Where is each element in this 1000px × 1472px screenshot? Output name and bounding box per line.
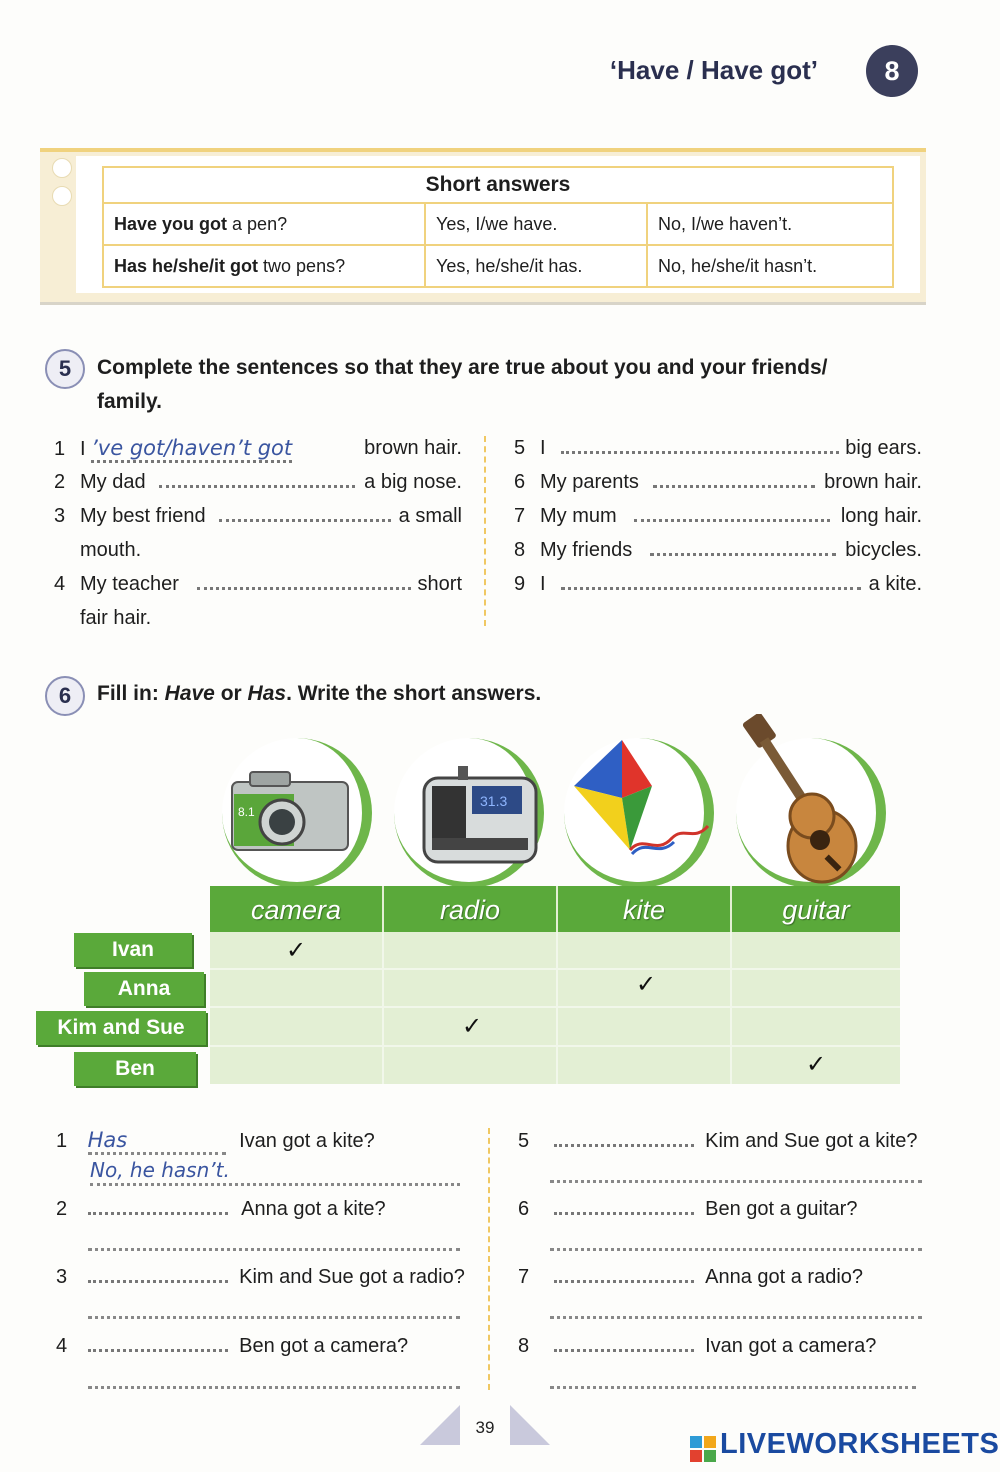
- sentence-end: a kite.: [868, 573, 922, 595]
- exercise-5-instruction: Complete the sentences so that they are true about you and your friends/: [97, 356, 828, 379]
- exercise-number: 5: [45, 349, 85, 389]
- question-text: Ben got a guitar?: [705, 1198, 858, 1220]
- sentence-start: My parents: [540, 471, 639, 493]
- sentence-end: long hair.: [840, 505, 922, 527]
- item-number: 8: [514, 539, 526, 561]
- column-header-guitar: guitar: [732, 886, 900, 932]
- sentence-start: My dad: [80, 471, 146, 493]
- answer-blank[interactable]: [88, 1194, 228, 1215]
- sentence-start: I: [80, 438, 86, 460]
- sentence-start: I: [540, 573, 546, 595]
- answer-blank[interactable]: [88, 1331, 228, 1352]
- instruction-has: Has: [247, 682, 287, 705]
- item-number: 7: [514, 505, 526, 527]
- question-bold: Has he/she/it got: [114, 255, 259, 276]
- item-number: 2: [54, 471, 66, 493]
- question-row: [518, 1126, 917, 1156]
- short-answer-blank[interactable]: No, he hasn’t.: [90, 1157, 460, 1186]
- camera-display-text: 8.1: [238, 805, 255, 819]
- item-number: 9: [514, 573, 526, 595]
- answer-blank[interactable]: [554, 1194, 694, 1215]
- table-row: [103, 203, 893, 245]
- sentence-row: [54, 499, 462, 533]
- item-number: 3: [54, 505, 66, 527]
- sentence-row: [514, 533, 922, 567]
- short-answer-blank[interactable]: [550, 1180, 922, 1183]
- sentence-start: My teacher: [80, 573, 179, 595]
- checkmark-icon: ✓: [462, 1013, 483, 1040]
- row-label-kim-and-sue: Kim and Sue: [36, 1011, 206, 1045]
- question-row: [518, 1194, 857, 1224]
- short-answer-blank[interactable]: [550, 1248, 922, 1251]
- question-text: Ivan got a kite?: [239, 1130, 375, 1152]
- row-label-anna: Anna: [84, 972, 204, 1006]
- sentence-row: [514, 431, 922, 465]
- short-answer-blank[interactable]: [550, 1316, 922, 1319]
- answer-blank[interactable]: ’ve got/haven’t got: [91, 436, 292, 463]
- binder-hole-icon: [52, 158, 72, 178]
- unit-title: ‘Have / Have got’: [609, 55, 818, 85]
- question-row: [56, 1126, 375, 1156]
- item-number: 4: [56, 1335, 68, 1357]
- sentence-continuation: mouth.: [80, 539, 142, 561]
- answer-blank[interactable]: [561, 433, 839, 454]
- item-number: 7: [518, 1266, 530, 1288]
- grid-line: [210, 1045, 900, 1047]
- question-row: [518, 1331, 876, 1361]
- question-text: Kim and Sue got a radio?: [239, 1266, 465, 1288]
- no-answer-cell: No, he/she/it hasn’t.: [647, 245, 893, 287]
- sentence-end: a big nose.: [364, 471, 462, 493]
- column-header-radio: radio: [384, 886, 556, 932]
- grid-line: [730, 932, 732, 1084]
- row-label-ben: Ben: [74, 1052, 196, 1086]
- table-row: [103, 245, 893, 287]
- sentence-row: [514, 499, 922, 533]
- answer-blank[interactable]: [219, 501, 391, 522]
- sentence-end: brown hair.: [364, 437, 462, 459]
- short-answer-blank[interactable]: [88, 1386, 460, 1389]
- sentence-row: [514, 567, 922, 601]
- item-number: 6: [518, 1198, 530, 1220]
- question-rest: a pen?: [227, 213, 288, 234]
- instruction-part: Fill in:: [97, 682, 165, 705]
- answer-blank[interactable]: [650, 535, 836, 556]
- column-divider: [488, 1128, 490, 1390]
- question-text: Anna got a radio?: [705, 1266, 864, 1288]
- answer-blank[interactable]: [197, 569, 411, 590]
- exercise-5-instruction-line2: family.: [97, 390, 162, 413]
- sentence-end: brown hair.: [824, 471, 922, 493]
- sentence-row: [54, 567, 462, 601]
- item-number: 4: [54, 573, 66, 595]
- instruction-part: or: [214, 682, 248, 705]
- grid-line: [210, 968, 900, 970]
- sentence-row: [54, 431, 462, 466]
- item-number: 1: [54, 438, 66, 460]
- exercise-6-instruction: [97, 677, 541, 711]
- answer-blank[interactable]: [554, 1331, 694, 1352]
- brand-name: LIVEWORKSHEETS: [720, 1428, 1000, 1460]
- question-cell: [103, 245, 425, 287]
- sentence-end: big ears.: [845, 437, 922, 459]
- sentence-start: My friends: [540, 539, 633, 561]
- sentence-end: bicycles.: [845, 539, 922, 561]
- item-number: 1: [56, 1130, 68, 1152]
- sentence-end: short: [417, 573, 462, 595]
- answer-blank[interactable]: [159, 467, 355, 488]
- answer-blank[interactable]: [554, 1262, 694, 1283]
- page-number-tab: [420, 1405, 550, 1445]
- answer-blank[interactable]: [554, 1126, 694, 1147]
- question-text: Ben got a camera?: [239, 1335, 409, 1357]
- short-answers-table: [102, 166, 894, 288]
- short-answer-blank[interactable]: [88, 1316, 460, 1319]
- question-row: [56, 1262, 465, 1292]
- column-divider: [484, 436, 486, 626]
- kite-icon: [572, 738, 712, 858]
- question-row: [518, 1262, 863, 1292]
- item-number: 6: [514, 471, 526, 493]
- short-answers-heading: Short answers: [103, 167, 893, 203]
- unit-number-badge: 8: [866, 45, 918, 97]
- page-number: 39: [475, 1418, 495, 1437]
- answer-blank[interactable]: [634, 501, 830, 522]
- grid-line: [556, 932, 558, 1084]
- sentence-start: My mum: [540, 505, 617, 527]
- column-header-kite: kite: [558, 886, 730, 932]
- answer-blank[interactable]: [88, 1262, 228, 1283]
- short-answer-blank[interactable]: [550, 1386, 916, 1389]
- no-answer-cell: No, I/we haven’t.: [647, 203, 893, 245]
- exercise-number: 6: [45, 676, 85, 716]
- instruction-have: Have: [164, 682, 215, 705]
- guitar-icon: [738, 714, 868, 886]
- question-bold: Have you got: [114, 213, 228, 234]
- item-number: 2: [56, 1198, 68, 1220]
- sentence-start: My best friend: [80, 505, 206, 527]
- radio-display-text: 31.3: [480, 793, 508, 809]
- item-number: 8: [518, 1335, 530, 1357]
- instruction-part: . Write the short answers.: [286, 682, 542, 705]
- liveworksheets-logo-icon: [690, 1436, 716, 1462]
- question-text: Kim and Sue got a kite?: [705, 1130, 918, 1152]
- question-text: Ivan got a camera?: [705, 1335, 877, 1357]
- checkmark-icon: ✓: [286, 937, 307, 964]
- short-answer-blank[interactable]: [88, 1248, 460, 1251]
- item-number: 3: [56, 1266, 68, 1288]
- question-text: Anna got a kite?: [241, 1198, 386, 1220]
- column-header-camera: camera: [210, 886, 382, 932]
- camera-icon: [228, 768, 354, 860]
- answer-blank[interactable]: [561, 569, 861, 590]
- yes-answer-cell: Yes, he/she/it has.: [425, 245, 647, 287]
- row-label-ivan: Ivan: [74, 933, 192, 967]
- sentence-start: I: [540, 437, 546, 459]
- binder-hole-icon: [52, 186, 72, 206]
- question-row: [56, 1331, 408, 1361]
- item-number: 5: [518, 1130, 530, 1152]
- radio-icon: [418, 764, 542, 868]
- sentence-row: [54, 465, 462, 499]
- yes-answer-cell: Yes, I/we have.: [425, 203, 647, 245]
- checkmark-icon: ✓: [636, 971, 657, 998]
- answer-blank[interactable]: Has: [88, 1128, 226, 1155]
- checkmark-icon: ✓: [806, 1051, 827, 1078]
- sentence-row: [514, 465, 922, 499]
- sentence-end: a small: [398, 505, 462, 527]
- sentence-continuation: fair hair.: [80, 607, 152, 629]
- question-cell: [103, 203, 425, 245]
- answer-blank[interactable]: [653, 467, 815, 488]
- item-number: 5: [514, 437, 526, 459]
- grid-line: [382, 932, 384, 1084]
- question-row: [56, 1194, 386, 1224]
- question-rest: two pens?: [258, 255, 346, 276]
- grid-line: [210, 1006, 900, 1008]
